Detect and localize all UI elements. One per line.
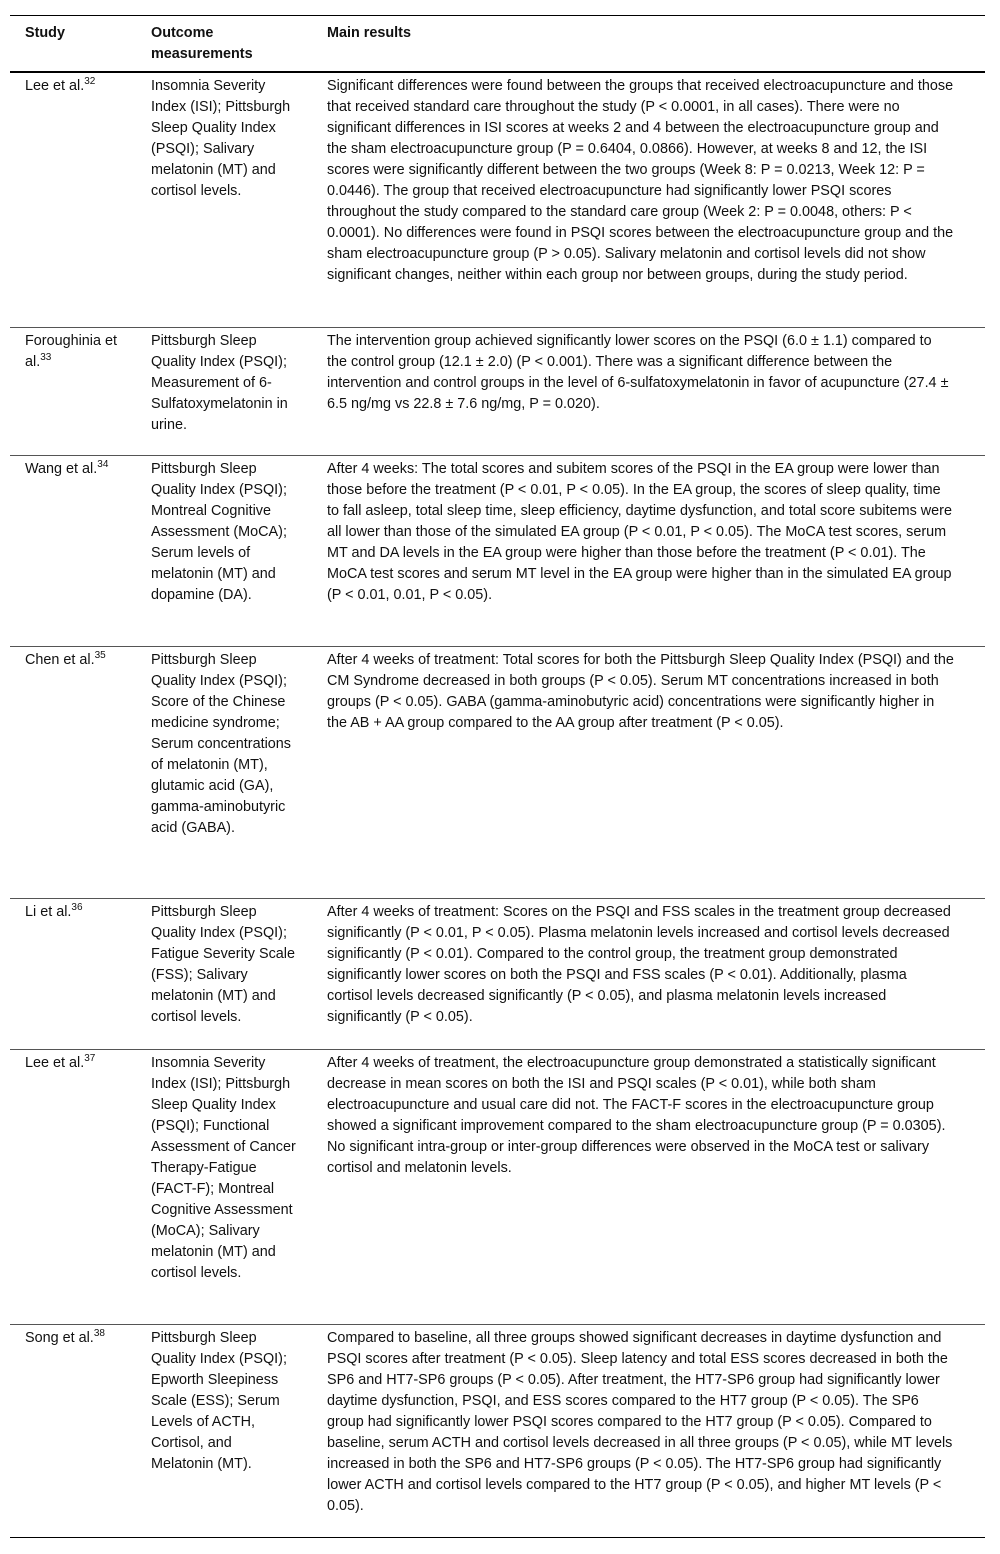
table-header-row [10, 16, 985, 73]
header-study: Study [25, 25, 65, 41]
table-row [10, 327, 985, 455]
study-name: Lee et al. [25, 1054, 85, 1071]
study-cell [10, 455, 136, 646]
study-cell [10, 327, 136, 455]
study-name: Song et al. [25, 1329, 94, 1346]
reference-link[interactable]: 32 [84, 76, 96, 87]
study-cell [10, 898, 136, 1049]
header-outcome: Outcome measurements [151, 25, 253, 62]
results-cell: After 4 weeks of treatment: Total scores for both the Pittsburgh Sleep Quality Index (PSQI) and the CM Syndrome decreased in both groups (P < 0.05). Serum MT concentrations increased in both groups (P < 0.05). GABA (gamma-aminobutyric acid) concentrations were significantly higher in the AB + AA group compared to the AA group after treatment (P < 0.05). [327, 651, 954, 731]
reference-link[interactable]: 35 [94, 649, 106, 661]
table-row [10, 898, 985, 1049]
outcome-cell: Pittsburgh Sleep Quality Index (PSQI); Epworth Sleepiness Scale (ESS); Serum Levels of ACTH, Cortisol, and Melatonin (MT). [151, 1329, 287, 1472]
outcome-cell: Insomnia Severity Index (ISI); Pittsburgh Sleep Quality Index (PSQI); Salivary melatonin (MT) and cortisol levels. [151, 78, 291, 199]
results-cell: After 4 weeks of treatment: Scores on the PSQI and FSS scales in the treatment group decreased significantly (P < 0.01, P < 0.05). Plasma melatonin levels increased and cortisol levels decreased significantly (P < 0.01). Compared to the control group, the treatment group demonstrated significantly lower scores on both the PSQI and FSS scales (P < 0.01). Additionally, plasma cortisol levels decreased significantly (P < 0.05), and plasma melatonin levels increased significantly (P < 0.05). [327, 903, 951, 1025]
reference-link[interactable]: 37 [84, 1052, 96, 1064]
study-name: Wang et al. [25, 460, 98, 477]
results-cell: After 4 weeks of treatment, the electroacupuncture group demonstrated a statistically significant decrease in mean scores on both the ISI and PSQI scales (P < 0.01), while both sham electroacupuncture and usual care did not. The FACT-F scores in the electroacupuncture group showed a significant improvement compared to the sham electroacupuncture group (P = 0.0305). No significant intra-group or inter-group differences were observed in the MoCA test or salivary cortisol and melatonin levels. [327, 1054, 946, 1176]
reference-link[interactable]: 33 [40, 351, 52, 363]
study-cell [10, 72, 136, 327]
outcome-cell: Pittsburgh Sleep Quality Index (PSQI); Measurement of 6-Sulfatoxymelatonin in urine. [151, 332, 288, 433]
table-row [10, 72, 985, 327]
study-cell [10, 646, 136, 898]
results-cell: Compared to baseline, all three groups showed significant decreases in daytime dysfunction and PSQI scores after treatment (P < 0.05). Sleep latency and total ESS scores decreased in both the SP6 and HT7-SP6 groups (P < 0.05). After treatment, the HT7-SP6 group had significantly lower daytime dysfunction, PSQI, and ESS scores compared to the HT7 group (P < 0.05). The SP6 group had significantly lower PSQI scores compared to the HT7 group (P < 0.05). Compared to baseline, serum ACTH and cortisol levels decreased in all three groups (P < 0.05), while MT levels increased in both the SP6 and HT7-SP6 groups (P < 0.05). The HT7-SP6 group had significantly lower ACTH and cortisol levels compared to the HT7 group (P < 0.05), and higher MT levels (P < 0.05). [327, 1329, 953, 1514]
outcome-cell: Pittsburgh Sleep Quality Index (PSQI); Montreal Cognitive Assessment (MoCA); Serum levels of melatonin (MT) and dopamine (DA). [151, 460, 287, 603]
study-name: Foroughinia et al. [25, 332, 118, 370]
reference-link[interactable]: 36 [71, 901, 83, 913]
study-name: Chen et al. [25, 651, 95, 668]
outcome-cell: Pittsburgh Sleep Quality Index (PSQI); Score of the Chinese medicine syndrome; Serum concentrations of melatonin (MT), glutamic acid (GA), gamma-aminobutyric acid (GABA). [151, 651, 291, 836]
results-cell: Significant differences were found between the groups that received electroacupuncture and those that received standard care throughout the study (P < 0.0001, in all cases). There were no significant differences in ISI scores at weeks 2 and 4 between the electroacupuncture group and the sham electroacupuncture group (P = 0.6404, 0.0866). However, at weeks 8 and 12, the ISI scores were significantly different between the two groups (Week 8: P = 0.0213, Week 12: P = 0.0446). The group that received electroacupuncture had significantly lower PSQI scores throughout the study compared to the standard care group (Week 2: P = 0.0048, others: P < 0.0001). No differences were found in PSQI scores between the electroacupuncture group and the sham electroacupuncture group (P > 0.05). Salivary melatonin and cortisol levels did not show significant changes, neither within each group nor between groups, during the study period. [327, 78, 954, 283]
results-cell: The intervention group achieved significantly lower scores on the PSQI (6.0 ± 1.1) compared to the control group (12.1 ± 2.0) (P < 0.001). There was a significant difference between the intervention and control groups in the level of 6-sulfatoxymelatonin in favor of acupuncture (27.4 ± 6.5 ng/mg vs 22.8 ± 7.6 ng/mg, P = 0.020). [327, 332, 949, 412]
outcome-cell: Pittsburgh Sleep Quality Index (PSQI); Fatigue Severity Scale (FSS); Salivary melatonin (MT) and cortisol levels. [151, 903, 295, 1025]
reference-link[interactable]: 38 [93, 1327, 105, 1339]
header-results: Main results [327, 25, 411, 41]
table-row [10, 646, 985, 898]
study-cell [10, 1049, 136, 1324]
study-name: Li et al. [25, 903, 72, 920]
study-cell [10, 1324, 136, 1537]
table-row [10, 455, 985, 646]
reference-link[interactable]: 34 [97, 458, 109, 470]
outcome-cell: Insomnia Severity Index (ISI); Pittsburgh Sleep Quality Index (PSQI); Functional Assessment of Cancer Therapy-Fatigue (FACT-F); Montreal Cognitive Assessment (MoCA); Salivary melatonin (MT) and cortisol levels. [151, 1054, 296, 1281]
table-row [10, 1324, 985, 1537]
study-results-table [10, 15, 985, 1538]
results-cell: After 4 weeks: The total scores and subitem scores of the PSQI in the EA group were lower than those before the treatment (P < 0.01, P < 0.05). In the EA group, the scores of sleep quality, time to fall asleep, total sleep time, sleep efficiency, daytime dysfunction, and total score subitems were all lower than those of the simulated EA group (P < 0.01, P < 0.05). The MoCA test scores, serum MT and DA levels in the EA group were higher than those before the treatment (P < 0.01). The MoCA test scores and serum MT level in the EA group were higher than in the simulated EA group (P < 0.01, 0.01, P < 0.05). [327, 460, 952, 603]
table-row [10, 1049, 985, 1324]
study-name: Lee et al. [25, 78, 85, 94]
